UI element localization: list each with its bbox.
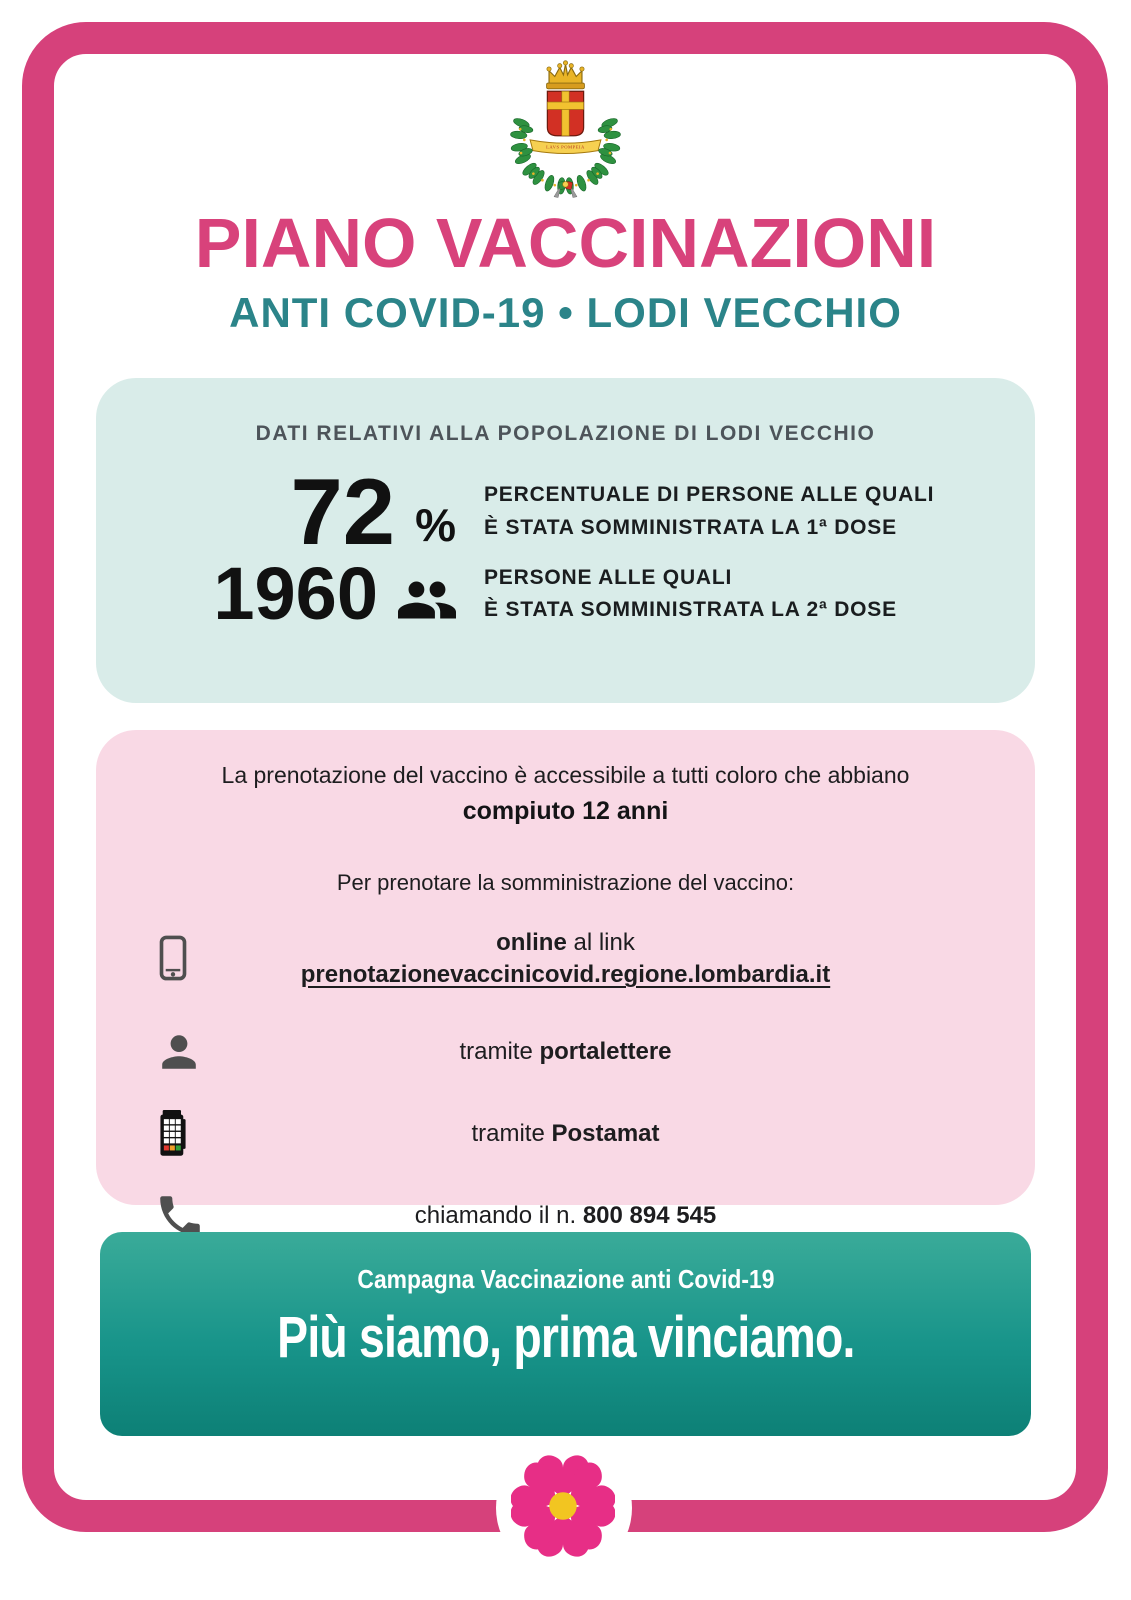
percent-sign: % — [415, 498, 456, 551]
campaign-slogan: Più siamo, prima vinciamo. — [276, 1305, 855, 1370]
booking-method-phone — [96, 1194, 1035, 1238]
stat-row-second-dose — [96, 551, 1035, 635]
booking-method-portalettere — [96, 1030, 1035, 1074]
stat-label-second-dose: PERSONE ALLE QUALI È STATA SOMMINISTRATA LA 2ª DOSE — [484, 565, 897, 622]
page-title: PIANO VACCINAZIONI — [194, 204, 937, 282]
lodi-vecchio-crest-icon — [483, 60, 648, 200]
stat-label-first-dose: PERCENTUALE DI PERSONE ALLE QUALI È STATA SOMMINISTRATA LA 1ª DOSE — [484, 483, 935, 539]
method-line-online: online al link — [496, 928, 635, 956]
stat-row-first-dose — [96, 459, 1035, 564]
campaign-kicker: Campagna Vaccinazione anti Covid-19 — [356, 1264, 775, 1294]
flower-icon — [511, 1454, 615, 1563]
campaign-banner — [100, 1232, 1031, 1436]
stat-value-percent: 72 — [290, 459, 396, 564]
person-icon — [158, 1031, 200, 1073]
method-line-portalettere: tramite portalettere — [459, 1037, 672, 1065]
booking-method-postamat — [96, 1112, 1035, 1156]
stats-heading: DATI RELATIVI ALLA POPOLAZIONE DI LODI VECCHIO — [255, 422, 876, 445]
pos-terminal-icon — [158, 1110, 188, 1158]
people-icon — [398, 576, 456, 626]
population-stats-box — [96, 378, 1035, 703]
page-subtitle: ANTI COVID-19 • LODI VECCHIO — [229, 289, 902, 336]
stat-value-people: 1960 — [213, 551, 378, 635]
smartphone-icon — [158, 935, 188, 981]
booking-intro-line1: La prenotazione del vaccino è accessibile a tutti coloro che abbiano — [221, 762, 910, 788]
method-line-phone: chiamando il n. 800 894 545 — [414, 1201, 717, 1229]
coat-of-arms — [0, 60, 1131, 200]
booking-method-online — [96, 922, 1035, 994]
method-line-postamat: tramite Postamat — [471, 1119, 660, 1147]
booking-info-box — [96, 730, 1035, 1229]
booking-methods-heading: Per prenotare la somministrazione del vaccino: — [336, 869, 795, 895]
svg-text:LAVS POMPEIA: LAVS POMPEIA — [546, 144, 585, 150]
booking-intro-line2: compiuto 12 anni — [462, 796, 669, 825]
booking-link[interactable]: prenotazionevaccinicovid.regione.lombardia.it — [300, 961, 831, 989]
phone-icon — [158, 1194, 202, 1238]
